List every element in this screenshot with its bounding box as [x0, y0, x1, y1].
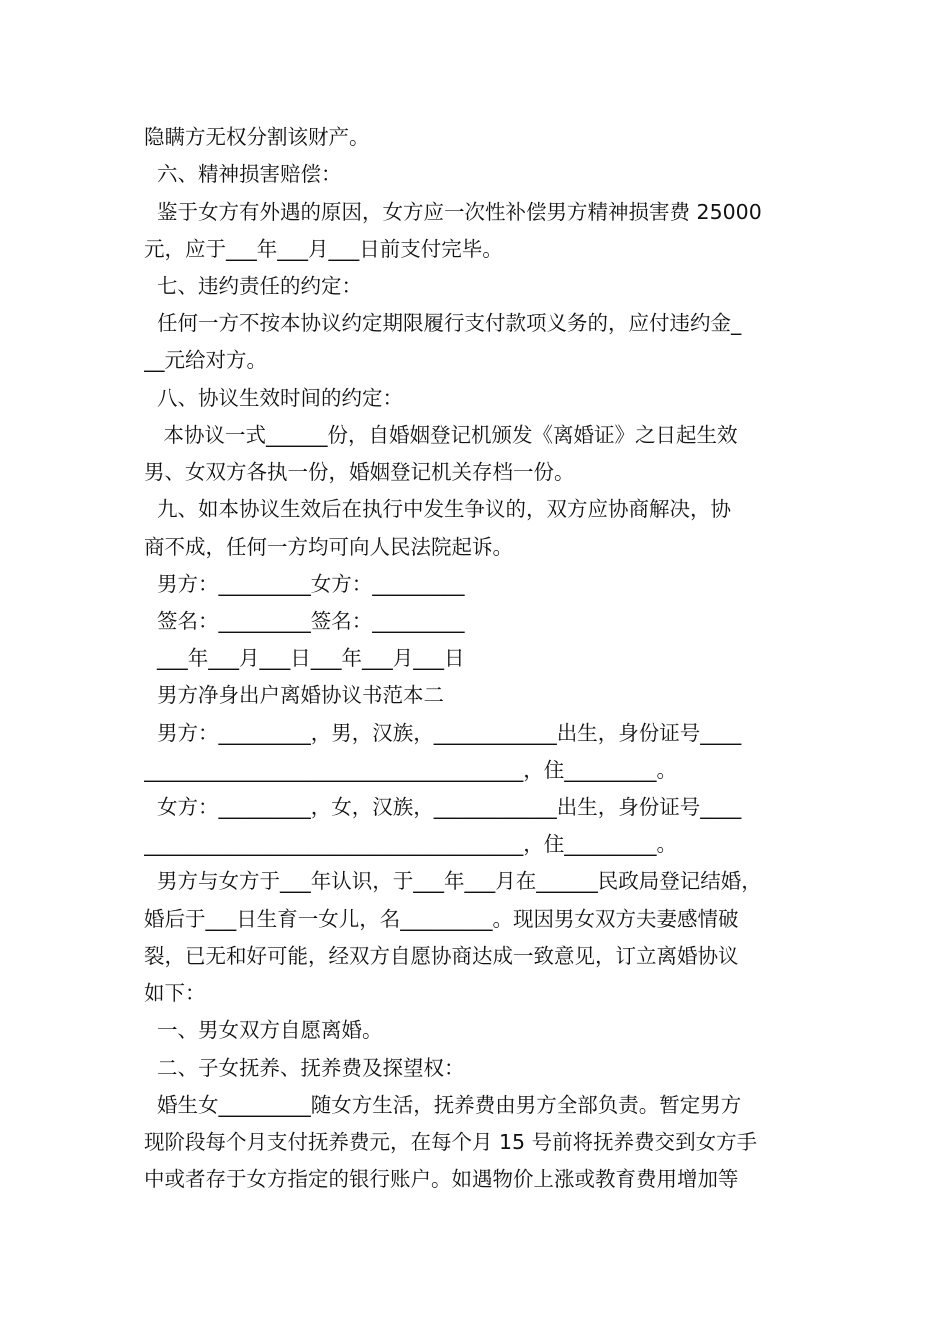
text-line: 任何一方不按本协议约定期限履行支付款项义务的，应付违约金_	[144, 311, 742, 335]
document-title: 男方净身出户离婚协议书范本二	[144, 683, 445, 707]
text-line: 男方与女方于___年认识，于___年___月在______民政局登记结婚，	[144, 869, 762, 893]
date-line: ___年___月___日___年___月___日	[144, 646, 465, 670]
text-line: _____________________________________，住_________。	[144, 832, 677, 856]
section-heading-6: 六、精神损害赔偿：	[144, 162, 342, 186]
text-line: _____________________________________，住_________。	[144, 758, 677, 782]
text-line: 元，应于___年___月___日前支付完毕。	[144, 237, 503, 261]
text-line: 婚后于___日生育一女儿，名_________。现因男女双方夫妻感情破	[144, 907, 739, 931]
text-line: 本协议一式______份，自婚姻登记机颁发《离婚证》之日起生效	[144, 423, 738, 447]
section-heading-8: 八、协议生效时间的约定：	[144, 386, 404, 410]
section-heading-2: 二、子女抚养、抚养费及探望权：	[144, 1056, 465, 1080]
signature-line: 男方：_________女方：_________	[144, 572, 465, 596]
text-line: 裂，已无和好可能，经双方自愿协商达成一致意见，订立离婚协议	[144, 944, 739, 968]
section-heading-1: 一、男女双方自愿离婚。	[144, 1018, 383, 1042]
text-line: 现阶段每个月支付抚养费元，在每个月 15 号前将抚养费交到女方手	[144, 1130, 758, 1154]
text-line: 如下：	[144, 981, 206, 1005]
section-heading-9: 九、如本协议生效后在执行中发生争议的，双方应协商解决，协	[144, 497, 732, 521]
text-line: 女方：_________，女，汉族，____________出生，身份证号____	[144, 795, 742, 819]
text-line: 商不成，任何一方均可向人民法院起诉。	[144, 535, 513, 559]
text-line: 男、女双方各执一份，婚姻登记机关存档一份。	[144, 460, 575, 484]
section-heading-7: 七、违约责任的约定：	[144, 274, 363, 298]
text-line: __元给对方。	[144, 348, 267, 372]
text-line: 中或者存于女方指定的银行账户。如遇物价上涨或教育费用增加等	[144, 1167, 739, 1191]
text-line: 鉴于女方有外遇的原因，女方应一次性补偿男方精神损害费 25000	[144, 200, 762, 224]
signature-line: 签名：_________签名：_________	[144, 609, 465, 633]
text-line: 婚生女_________随女方生活，抚养费由男方全部负责。暂定男方	[144, 1093, 742, 1117]
text-line: 男方：_________，男，汉族，____________出生，身份证号____	[144, 721, 742, 745]
text-line: 隐瞒方无权分割该财产。	[144, 125, 370, 149]
